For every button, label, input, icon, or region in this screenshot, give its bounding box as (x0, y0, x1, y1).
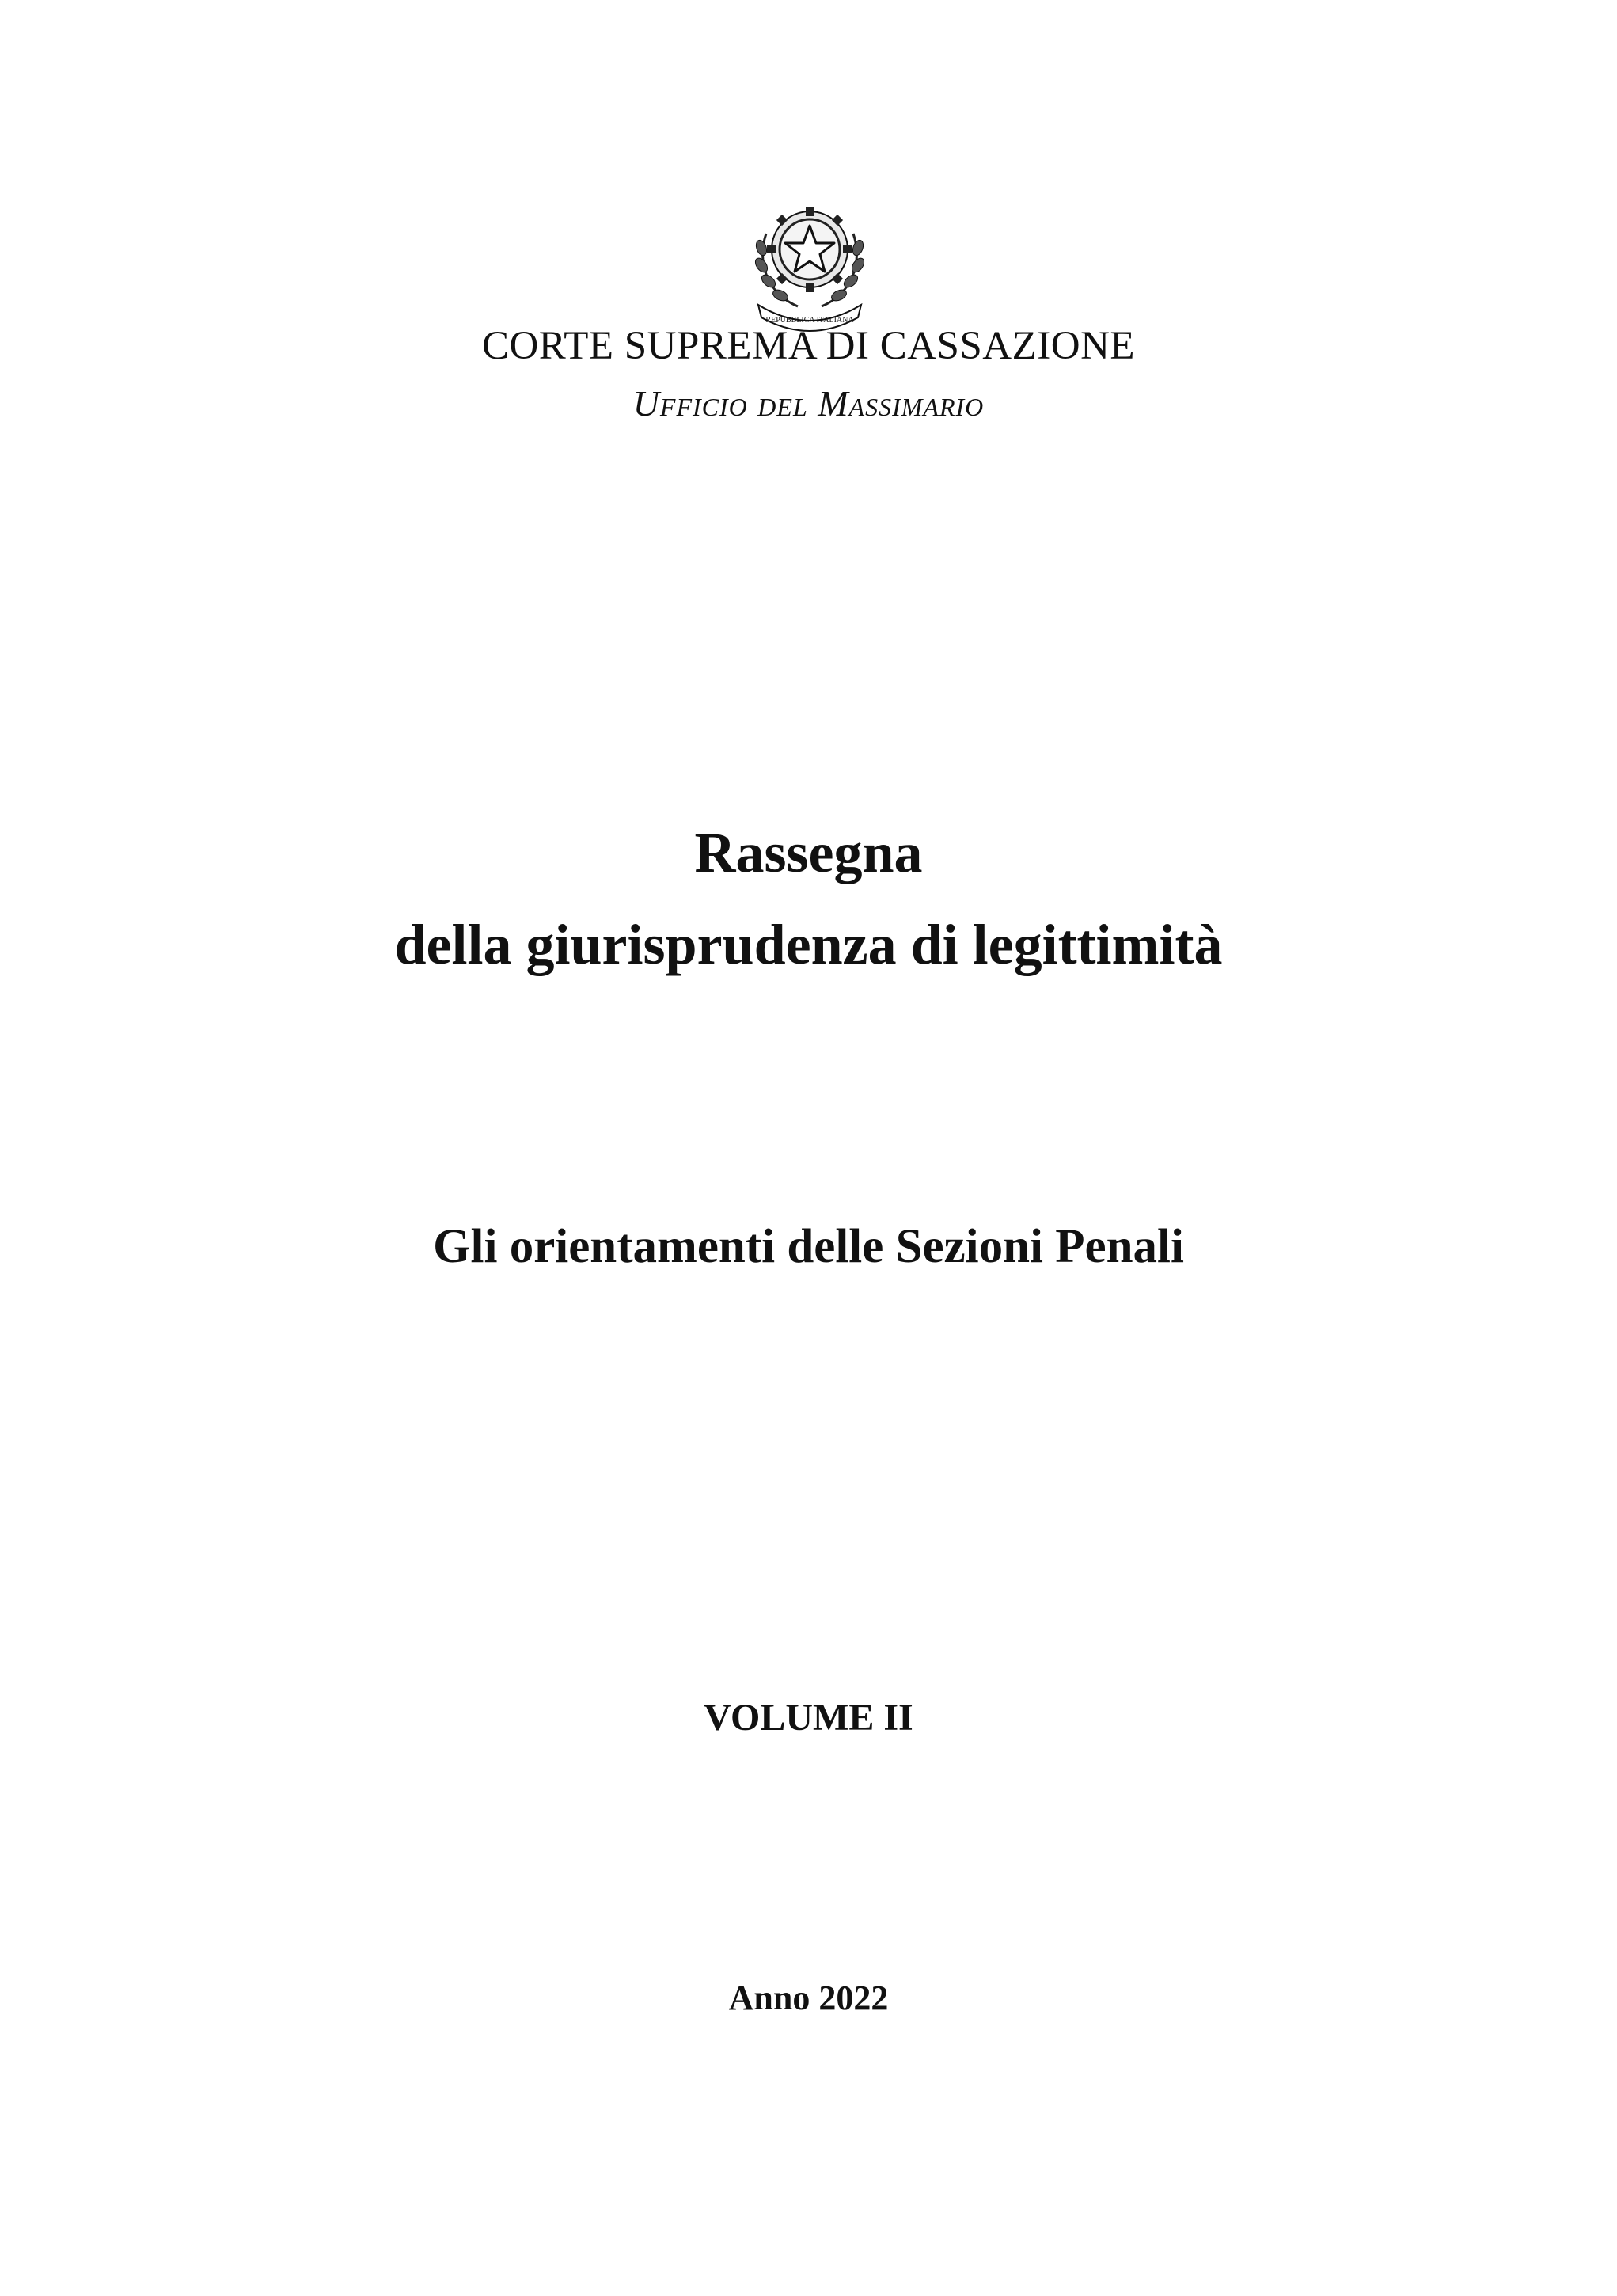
italian-republic-emblem-icon (742, 186, 877, 333)
document-title-line-2: della giurisprudenza di legittimità (394, 913, 1223, 976)
volume-label: VOLUME II (704, 1697, 913, 1739)
institution-name: CORTE SUPREMA DI CASSAZIONE (481, 324, 1136, 368)
office-name: Ufficio del Massimario (632, 383, 985, 424)
year-label: Anno 2022 (728, 1979, 889, 2017)
emblem-motto: REPUBBLICA ITALIANA (765, 316, 854, 325)
document-subtitle: Gli orientamenti delle Sezioni Penali (433, 1220, 1184, 1273)
document-title-line-1: Rassegna (694, 821, 923, 884)
